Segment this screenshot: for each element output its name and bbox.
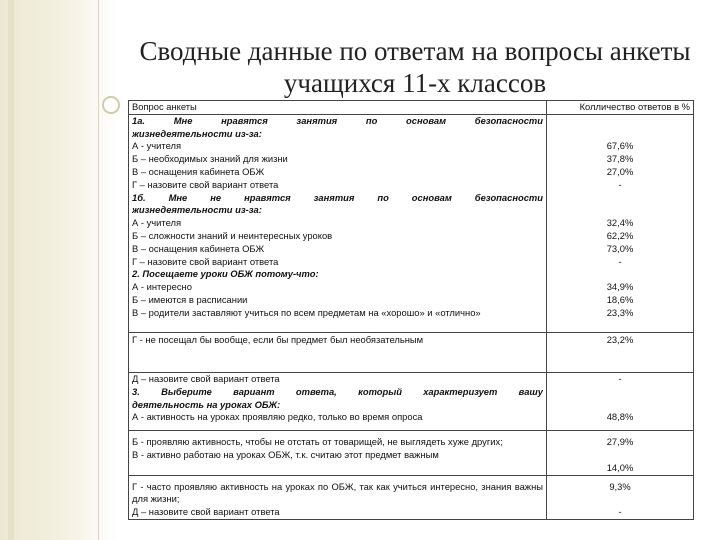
table-row: [129, 475, 694, 519]
question-heading-cont: жизнедеятельности из-за:: [132, 204, 262, 216]
table-row: [129, 431, 694, 475]
answer-label: Г - часто проявляю активность на уроках по ОБЖ, так как учиться интересно, знания важны для жизни;: [132, 480, 543, 505]
question-cell: [129, 333, 547, 373]
decorative-vertical-line: [98, 0, 99, 540]
answer-label: А - интересно: [132, 281, 192, 293]
value-cell: [547, 372, 694, 430]
answer-label: В – оснащения кабинета ОБЖ: [132, 242, 265, 254]
question-heading-cont: деятельность на уроках ОБЖ:: [132, 398, 281, 410]
answer-label: А - учителя: [132, 140, 182, 152]
answer-value: 9,3%: [609, 480, 631, 492]
decorative-side-bar: [8, 0, 14, 540]
answer-value: 37,8%: [606, 153, 634, 165]
decorative-side-band: [0, 0, 120, 540]
answer-value: 23,2%: [606, 334, 634, 346]
answer-label: Б - проявляю активность, чтобы не отстать от товарищей, не выглядеть хуже других;: [132, 436, 503, 448]
question-cell: [129, 431, 547, 475]
values-1-2-cell: [547, 114, 694, 333]
header-answers: Колличество ответов в %: [547, 101, 694, 115]
value-cell: [547, 431, 694, 475]
answer-label: Г – назовите свой вариант ответа: [132, 255, 279, 267]
table-header-row: [129, 101, 694, 115]
question-heading: 1б. Мне не нравятся занятия по основам безопасности: [132, 191, 543, 203]
survey-table: [128, 100, 694, 520]
answer-value: -: [618, 255, 622, 267]
answer-label: Б – необходимых знаний для жизни: [132, 153, 288, 165]
question-cell: [129, 475, 547, 519]
answer-label: Г – назовите свой вариант ответа: [132, 178, 279, 190]
question-cell: [129, 372, 547, 430]
answer-label: А - учителя: [132, 217, 182, 229]
answer-value: 73,0%: [606, 242, 634, 254]
answer-label: Б – имеются в расписании: [132, 293, 248, 305]
answer-label: Д – назовите свой вариант ответа: [132, 506, 280, 518]
answer-value: 34,9%: [606, 281, 634, 293]
answer-value: 62,2%: [606, 229, 634, 241]
answer-label: А - активность на уроках проявляю редко, только во время опроса: [132, 411, 423, 423]
answer-label: В - активно работаю на уроках ОБЖ, т.к. считаю этот предмет важным: [132, 448, 439, 460]
answer-value: -: [618, 178, 622, 190]
answer-label: В – оснащения кабинета ОБЖ: [132, 165, 265, 177]
answer-label: Д – назовите свой вариант ответа: [132, 372, 280, 384]
value-cell: [547, 475, 694, 519]
answer-label: Б – сложности знаний и неинтересных уроков: [132, 229, 333, 241]
slide-title: Сводные данные по ответам на вопросы анкеты учащихся 11-х классов: [139, 36, 691, 98]
answer-value: -: [618, 372, 622, 384]
answer-label: В – родители заставляют учиться по всем предметам на «хорошо» и «отлично»: [132, 306, 481, 318]
table-row: [129, 372, 694, 430]
answer-value: 48,8%: [606, 411, 634, 423]
question-heading: 3. Выберите вариант ответа, который характеризует вашу: [132, 385, 543, 397]
answer-value: 27,9%: [606, 436, 634, 448]
table-row: [129, 114, 694, 333]
question-heading-cont: жизнедеятельности из-за:: [132, 127, 262, 139]
question-heading: 1а. Мне нравятся занятия по основам безопасности: [132, 114, 543, 126]
answer-value: 23,3%: [606, 306, 634, 318]
answer-value: 14,0%: [606, 461, 634, 473]
value-cell: [547, 333, 694, 373]
answer-value: 18,6%: [606, 293, 634, 305]
answer-label: Г - не посещал бы вообще, если бы предмет был необязательным: [132, 334, 424, 346]
answer-value: 67,6%: [606, 140, 634, 152]
answer-value: 27,0%: [606, 165, 634, 177]
header-question: Вопрос анкеты: [129, 101, 547, 115]
questions-1-2-cell: [129, 114, 547, 333]
answer-value: -: [618, 506, 622, 518]
decorative-circle: [102, 96, 120, 114]
table-row: [129, 333, 694, 373]
question-heading: 2. Посещаете уроки ОБЖ потому-что:: [132, 268, 319, 280]
answer-value: 32,4%: [606, 217, 634, 229]
